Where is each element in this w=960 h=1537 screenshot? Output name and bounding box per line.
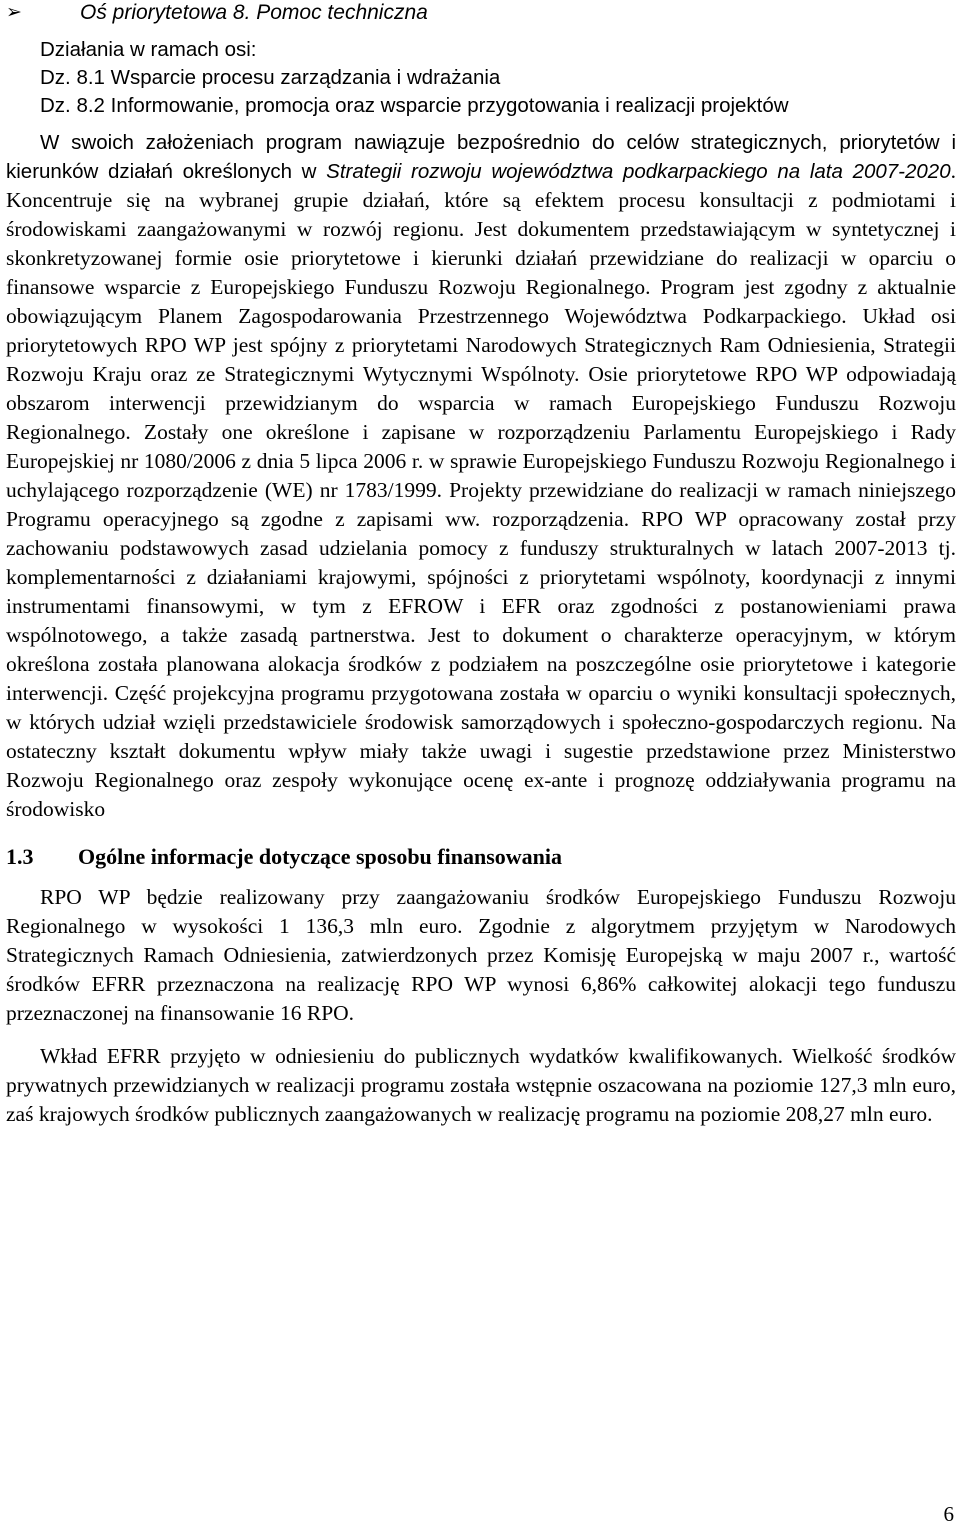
section-heading (6, 842, 956, 871)
document-page (6, 0, 956, 1129)
axis-heading (6, 0, 956, 26)
actions-heading: Działania w ramach osi: (40, 38, 257, 61)
section-number: 1.3 (6, 844, 34, 869)
section-title: Ogólne informacje dotyczące sposobu finansowania (78, 844, 562, 869)
arrow-bullet-icon: ➢ (6, 1, 22, 23)
paragraph-text-serif: Program jest zgodny z aktualnie obowiązującym Planem Zagospodarowania Przestrzennego Województwa Podkarpackiego. Układ osi priorytetowych RPO WP jest spójny z priorytetami Narodowych Strategicznych Ram Odniesienia, Strategii Rozwoju Kraju oraz ze Strategicznymi Wytycznymi Wspólnoty. Osie priorytetowe RPO WP odpowiadają obszarom interwencji przewidzianym do wsparcia w ramach Europejskiego Funduszu Rozwoju Regionalnego. Zostały one określone i zapisane w rozporządzeniu Parlamentu Europejskiego i Rady Europejskiej nr 1080/2006 z dnia 5 lipca 2006 r. w sprawie Europejskiego Funduszu Rozwoju Regionalnego i uchylającego rozporządzenie (WE) nr 1783/1999. Projekty przewidziane do realizacji w ramach niniejszego Programu operacyjnego są zgodne z zapisami ww. rozporządzenia. RPO WP opracowany został przy zachowaniu podstawowych zasad udzielania pomocy z funduszy strukturalnych w latach 2007-2013 tj. komplementarności z działaniami krajowymi, spójności z priorytetami wspólnoty, koordynacji z innymi instrumentami finansowymi, w tym z EFROW i EFR oraz zgodności z postanowieniami prawa wspólnotowego, a także zasadą partnerstwa. Jest to dokument o charakterze operacyjnym, w którym określona została planowana alokacja środków z podziałem na poszczególne osie priorytetowe i kategorie interwencji. Część projekcyjna programu przygotowana została w oparciu o wyniki konsultacji społecznych, w których udział wzięli przedstawiciele środowisk samorządowych i społeczno-gospodarczych regionu. Na ostateczny kształt dokumentu wpływ miały także uwagi i sugestie przedstawione przez Ministerstwo Rozwoju Regionalnego oraz zespoły wykonujące ocenę ex-ante i prognozę oddziaływania programu na środowisko (6, 275, 956, 821)
action-item-8-1: Dz. 8.1 Wsparcie procesu zarządzania i wdrażania (40, 66, 501, 89)
program-description-paragraph (6, 128, 956, 824)
financing-paragraph-2: Wkład EFRR przyjęto w odniesieniu do publicznych wydatków kwalifikowanych. Wielkość środków prywatnych przewidzianych w realizacji programu została wstępnie oszacowana na poziomie 127,3 mln euro, zaś krajowych środków publicznych zaangażowanych w realizację programu na poziomie 208,27 mln euro. (6, 1044, 956, 1126)
page-number: 6 (943, 1502, 954, 1526)
financing-paragraph-1: RPO WP będzie realizowany przy zaangażowaniu środków Europejskiego Funduszu Rozwoju Regionalnego w wysokości 1 136,3 mln euro. Zgodnie z algorytmem przyjętym w Narodowych Strategicznych Ramach Odniesienia, zatwierdzonych przez Komisję Europejską w maju 2007 r., wartość środków EFRR przeznaczona na realizację RPO WP wynosi 6,86% całkowitej alokacji tego funduszu przeznaczonej na finansowanie 16 RPO. (6, 885, 956, 1025)
actions-list (40, 36, 956, 120)
paragraph-text-start: W swoich założeniach program nawiązuje bezpośrednio do celów strategicznych, priorytetów i kierunków działań określonych w (6, 131, 956, 183)
axis-title: Oś priorytetowa 8. Pomoc techniczna (80, 1, 428, 24)
action-item-8-2: Dz. 8.2 Informowanie, promocja oraz wsparcie przygotowania i realizacji projektów (40, 94, 789, 117)
strategy-title-italic: Strategii rozwoju województwa podkarpackiego na lata 2007-2020 (326, 160, 951, 183)
paragraph-text-end: . Koncentruje się na wybranej grupie działań, które są efektem procesu konsultacji z podmiotami i środowiskami zaangażowanymi w rozwój regionu. Jest dokumentem przedstawiającym w syntetycznej i skonkretyzowanej formie osie priorytetowe i kierunki działań przewidziane do realizacji w oparciu o finansowe wsparcie z Europejskiego Funduszu Rozwoju Regionalnego. (6, 159, 956, 299)
